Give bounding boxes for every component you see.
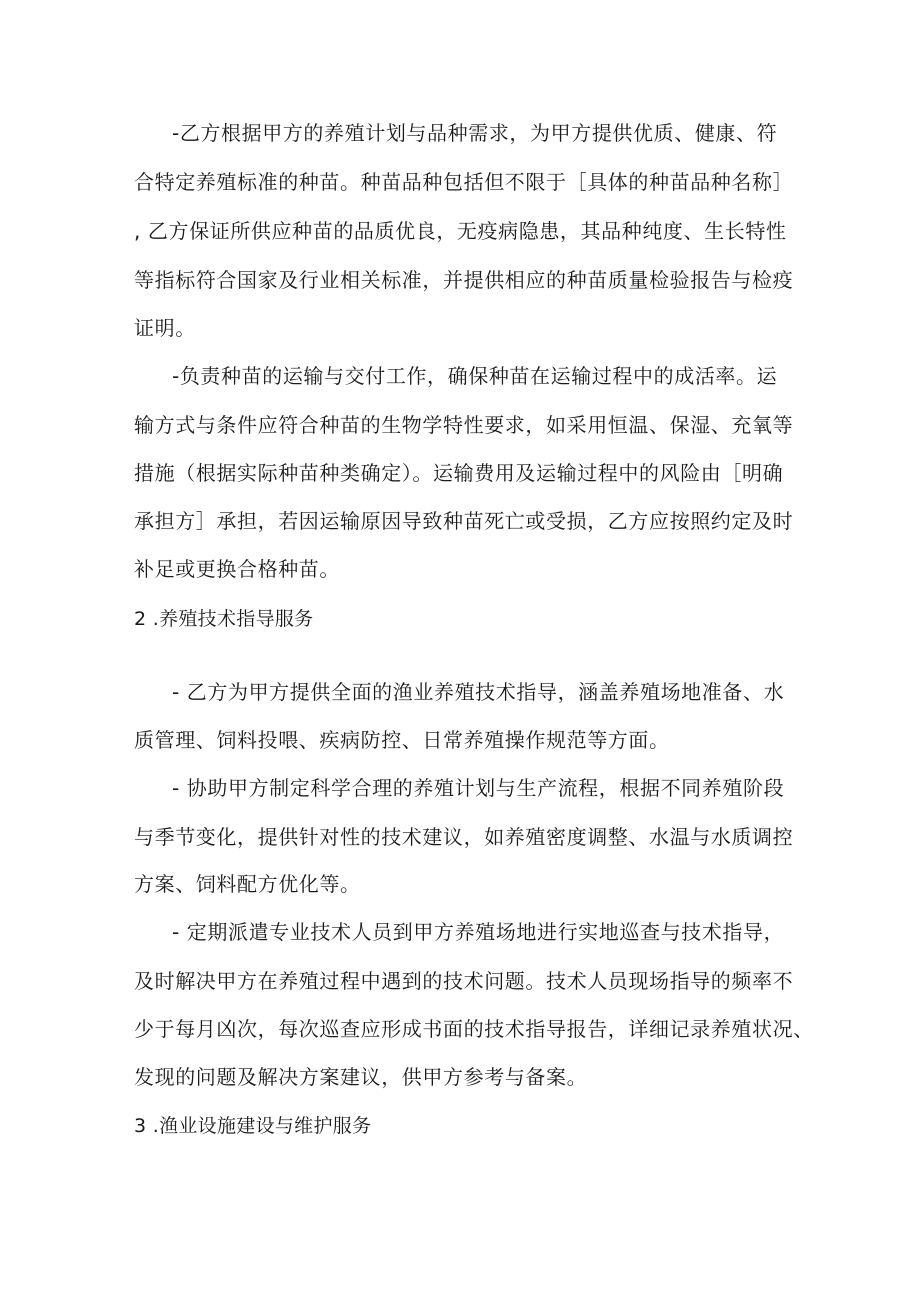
text-line: - 协助甲方制定科学合理的养殖计划与生产流程，根据不同养殖阶段 [172, 776, 785, 800]
text-line: 发现的问题及解决方案建议，供甲方参考与备案。 [134, 1065, 588, 1089]
text-line: , 乙方保证所供应种苗的品质优良，无疫病隐患，其品种纯度、生长特性 [134, 219, 787, 243]
section-heading-2: 2 .养殖技术指导服务 [134, 608, 314, 630]
text-line: 与季节变化，提供针对性的技术建议，如养殖密度调整、水温与水质调控 [134, 825, 794, 849]
text-line: 补足或更换合格种苗。 [134, 557, 340, 581]
text-line: - 乙方为甲方提供全面的渔业养殖技术指导，涵盖养殖场地准备、水 [172, 680, 785, 704]
text-line: 输方式与条件应符合种苗的生物学特性要求，如采用恒温、保湿、充氧等 [134, 413, 794, 437]
text-line: 少于每月凶次，每次巡查应形成书面的技术指导报告，详细记录养殖状况、 [134, 1017, 814, 1041]
text-line: 方案、饲料配方优化等。 [134, 872, 361, 896]
text-line: 及时解决甲方在养殖过程中遇到的技术问题。技术人员现场指导的频率不 [134, 969, 794, 993]
text-line: -乙方根据甲方的养殖计划与品种需求，为甲方提供优质、健康、符 [172, 121, 778, 145]
text-line: 证明。 [134, 316, 196, 340]
section-heading-3: 3 .渔业设施建设与维护服务 [134, 1115, 372, 1137]
text-line: 承担方］承担，若因运输原因导致种苗死亡或受损，乙方应按照约定及时 [134, 509, 794, 533]
text-line: 合特定养殖标准的种苗。种苗品种包括但不限于［具体的种苗品种名称］ [134, 170, 794, 194]
text-line: - 定期派遣专业技术人员到甲方养殖场地进行实地巡查与技术指导， [172, 920, 785, 944]
text-line: 等指标符合国家及行业相关标准，并提供相应的种苗质量检验报告与检疫 [134, 268, 794, 292]
text-line: 措施（根据实际种苗种类确定）。运输费用及运输过程中的风险由［明确 [134, 461, 784, 485]
text-line: -负责种苗的运输与交付工作，确保种苗在运输过程中的成活率。运 [172, 364, 778, 388]
text-line: 质管理、饲料投喂、疾病防控、日常养殖操作规范等方面。 [134, 728, 670, 752]
